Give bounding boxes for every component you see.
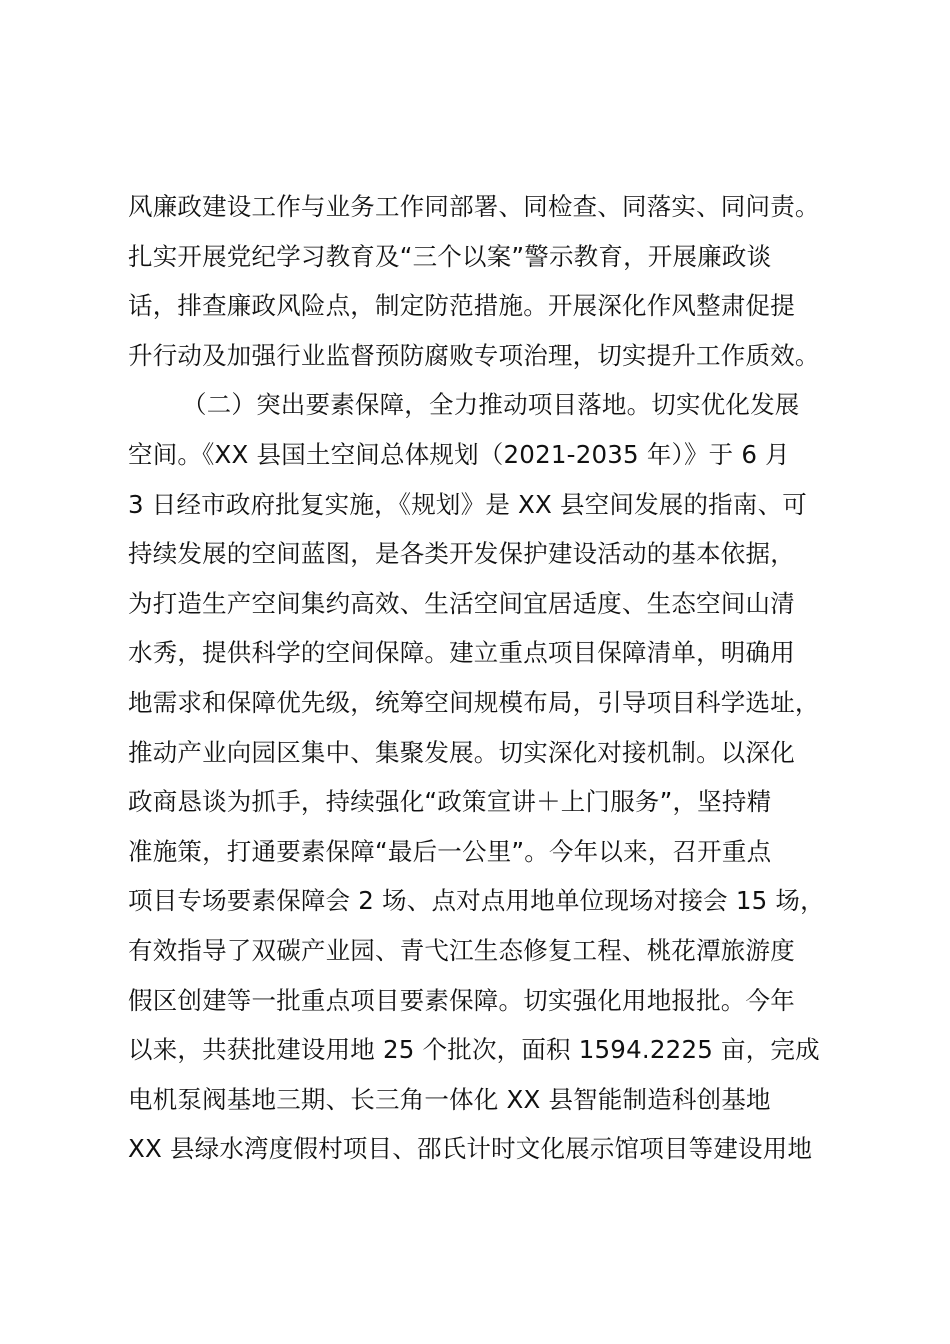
text-line: 话，排查廉政风险点，制定防范措施。开展深化作风整肃促提 — [128, 291, 795, 321]
text-line: XX 县绿水湾度假村项目、邵氏计时文化展示馆项目等建设用地 — [128, 1134, 813, 1164]
text-line: 升行动及加强行业监督预防腐败专项治理，切实提升工作质效。 — [128, 340, 820, 370]
text-line: 有效指导了双碳产业园、青弋江生态修复工程、桃花潭旅游度 — [128, 935, 795, 965]
text-line: 以来，共获批建设用地 25 个批次，面积 1594.2225 亩，完成 — [128, 1035, 820, 1065]
text-line: 为打造生产空间集约高效、生活空间宜居适度、生态空间山清 — [128, 588, 795, 618]
text-line: 空间。《XX 县国土空间总体规划（2021-2035 年）》于 6 月 — [128, 439, 790, 469]
text-line: 电机泵阀基地三期、长三角一体化 XX 县智能制造科创基地 — [128, 1084, 771, 1114]
body-text — [128, 182, 848, 1174]
section-heading-line: （二）突出要素保障，全力推动项目落地。切实优化发展 — [182, 390, 800, 420]
text-line: 政商恳谈为抓手，持续强化“政策宣讲＋上门服务”，坚持精 — [128, 787, 772, 817]
text-line: 扎实开展党纪学习教育及“三个以案”警示教育，开展廉政谈 — [128, 241, 772, 271]
text-line: 假区创建等一批重点项目要素保障。切实强化用地报批。今年 — [128, 985, 795, 1015]
text-line: 持续发展的空间蓝图，是各类开发保护建设活动的基本依据， — [128, 539, 795, 569]
text-line: 水秀，提供科学的空间保障。建立重点项目保障清单，明确用 — [128, 638, 795, 668]
text-line: 3 日经市政府批复实施，《规划》是 XX 县空间发展的指南、可 — [128, 489, 807, 519]
text-line: 推动产业向园区集中、集聚发展。切实深化对接机制。以深化 — [128, 737, 795, 767]
text-line: 准施策，打通要素保障“最后一公里”。今年以来，召开重点 — [128, 836, 772, 866]
text-line: 风廉政建设工作与业务工作同部署、同检查、同落实、同问责。 — [128, 192, 820, 221]
text-line: 地需求和保障优先级，统筹空间规模布局，引导项目科学选址， — [128, 687, 820, 717]
text-line: 项目专场要素保障会 2 场、点对点用地单位现场对接会 15 场， — [128, 886, 825, 916]
